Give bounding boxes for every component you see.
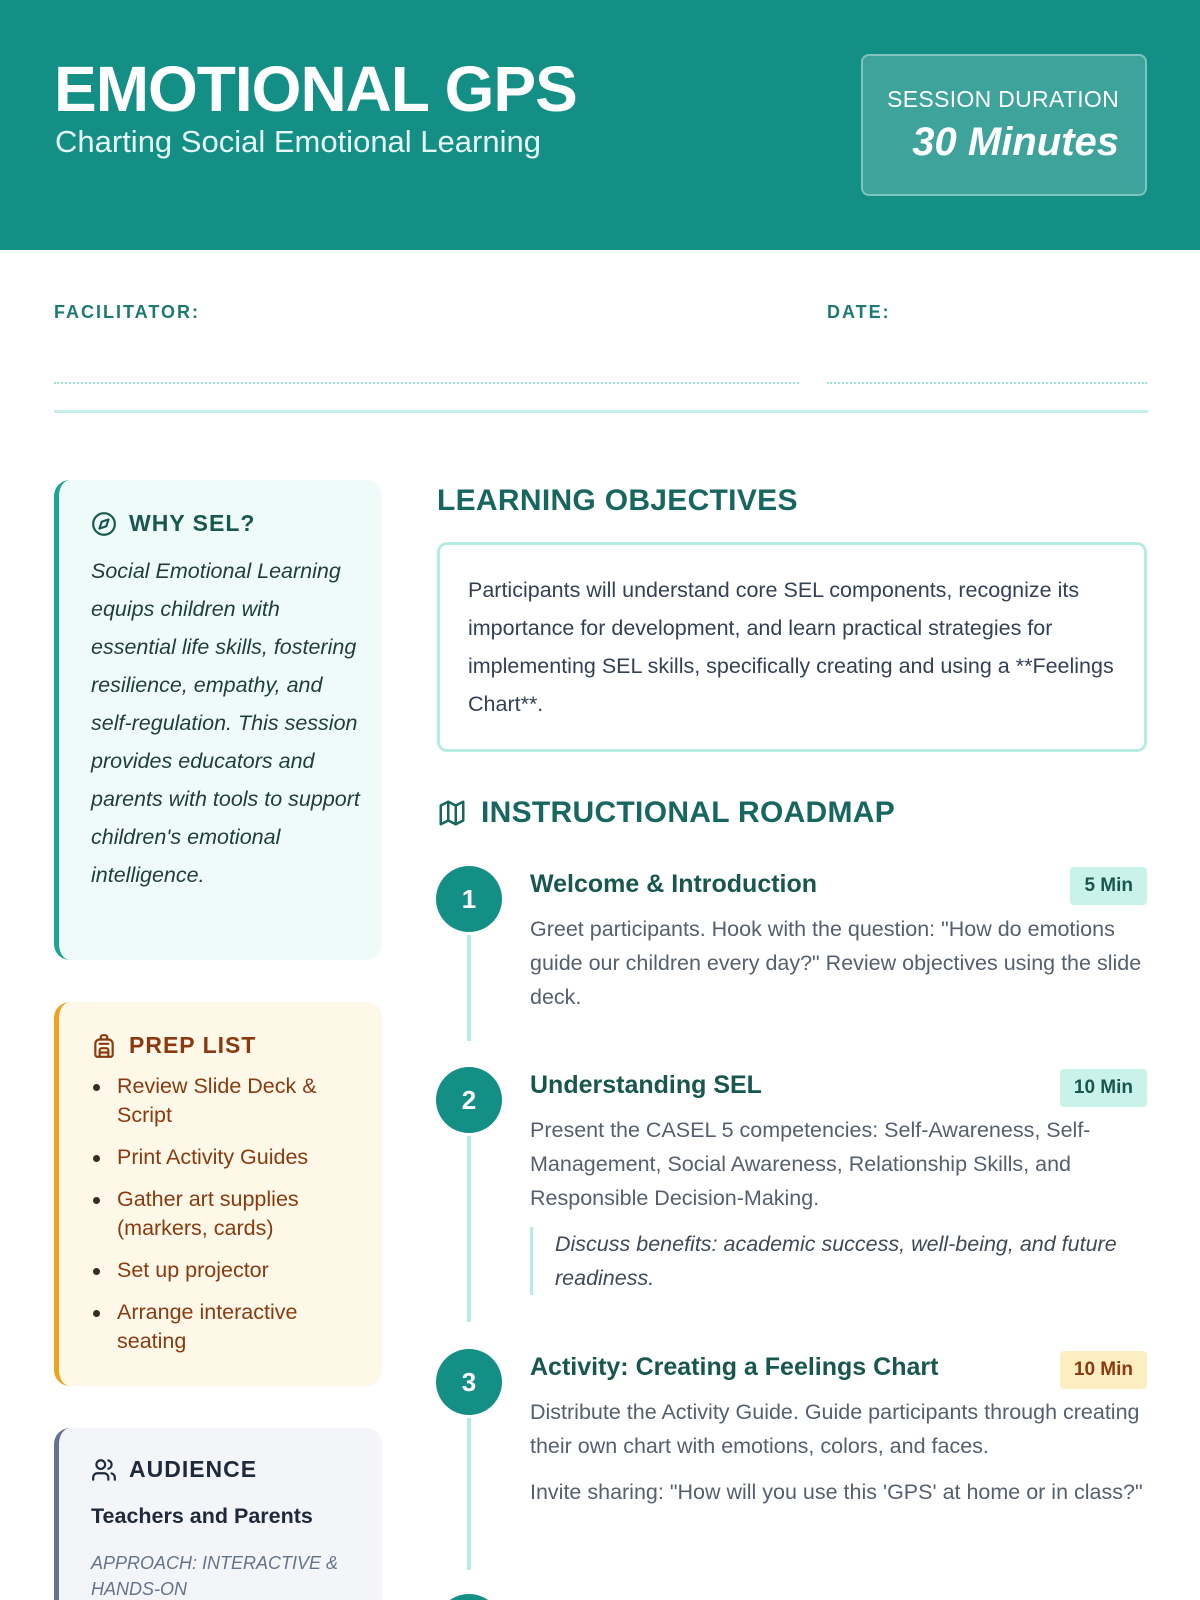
header-banner bbox=[0, 0, 1200, 250]
why-sel-text: Social Emotional Learning equips children with essential life skills, fostering resilience, empathy, and self-regulation. This session provides educators and parents with tools to support children's emotional intelligence. bbox=[91, 559, 360, 887]
session-duration-box bbox=[861, 54, 1147, 196]
step-number-circle: 2 bbox=[436, 1067, 502, 1133]
section-divider bbox=[54, 410, 1148, 413]
session-duration-label: SESSION DURATION bbox=[887, 86, 1119, 112]
backpack-icon bbox=[91, 1033, 117, 1059]
prep-list-title: PREP LIST bbox=[129, 1032, 257, 1058]
prep-list-card bbox=[54, 1002, 382, 1386]
timeline-connector bbox=[467, 1136, 471, 1322]
prep-list bbox=[91, 1072, 361, 1369]
roadmap-heading bbox=[437, 796, 895, 830]
why-sel-card bbox=[54, 480, 382, 960]
objectives-heading: LEARNING OBJECTIVES bbox=[437, 484, 798, 517]
date-field[interactable] bbox=[827, 382, 1147, 384]
prep-list-item: Arrange interactive seating bbox=[91, 1298, 361, 1356]
step-note: Discuss benefits: academic success, well-being, and future readiness. bbox=[530, 1227, 1130, 1295]
step-description: Greet participants. Hook with the question: "How do emotions guide our children every day?" Review objectives using the slide deck. bbox=[530, 917, 1142, 1009]
step-description: Distribute the Activity Guide. Guide participants through creating their own chart with emotions, colors, and faces. bbox=[530, 1400, 1140, 1458]
prep-list-item: Print Activity Guides bbox=[91, 1143, 361, 1172]
facilitator-field[interactable] bbox=[54, 382, 799, 384]
roadmap-title: INSTRUCTIONAL ROADMAP bbox=[481, 796, 896, 829]
audience-heading bbox=[91, 1456, 257, 1483]
audience-card bbox=[54, 1428, 382, 1600]
compass-icon bbox=[91, 511, 117, 537]
step-title: Understanding SEL bbox=[530, 1071, 762, 1099]
step-description: Present the CASEL 5 competencies: Self-Awareness, Self-Management, Social Awareness, Relationship Skills, and Responsible Decision-Making. bbox=[530, 1118, 1091, 1210]
step-number-circle: 3 bbox=[436, 1349, 502, 1415]
step-title: Welcome & Introduction bbox=[530, 870, 818, 898]
prep-list-heading bbox=[91, 1032, 256, 1059]
prep-list-item: Review Slide Deck & Script bbox=[91, 1072, 361, 1130]
objectives-box: Participants will understand core SEL components, recognize its importance for development, and learn practical strategies for implementing SEL skills, specifically creating and using a **Feelings Chart**. bbox=[437, 542, 1147, 752]
step-duration-badge: 10 Min bbox=[1060, 1351, 1147, 1389]
page-subtitle: Charting Social Emotional Learning bbox=[55, 124, 541, 159]
timeline-connector bbox=[467, 1418, 471, 1570]
session-duration-value: 30 Minutes bbox=[912, 120, 1119, 164]
step-note: Invite sharing: "How will you use this 'GPS' at home or in class?" bbox=[530, 1480, 1143, 1504]
step-duration-badge: 5 Min bbox=[1070, 867, 1147, 905]
audience-name: Teachers and Parents bbox=[91, 1504, 313, 1528]
prep-list-item: Set up projector bbox=[91, 1256, 361, 1285]
prep-list-item: Gather art supplies (markers, cards) bbox=[91, 1185, 361, 1243]
step-title: Activity: Creating a Feelings Chart bbox=[530, 1353, 939, 1381]
audience-approach: APPROACH: INTERACTIVE & HANDS-ON bbox=[91, 1553, 339, 1599]
users-icon bbox=[91, 1457, 117, 1483]
step-duration-badge: 10 Min bbox=[1060, 1069, 1147, 1107]
why-sel-heading bbox=[91, 510, 255, 537]
page-title: EMOTIONAL GPS bbox=[54, 53, 577, 125]
date-label: DATE: bbox=[827, 302, 891, 322]
why-sel-title: WHY SEL? bbox=[129, 510, 256, 536]
audience-title: AUDIENCE bbox=[129, 1456, 258, 1482]
facilitator-label: FACILITATOR: bbox=[54, 302, 200, 322]
step-number-circle-partial bbox=[436, 1594, 502, 1600]
map-icon bbox=[437, 798, 467, 828]
timeline-connector bbox=[467, 935, 471, 1041]
step-number-circle: 1 bbox=[436, 866, 502, 932]
